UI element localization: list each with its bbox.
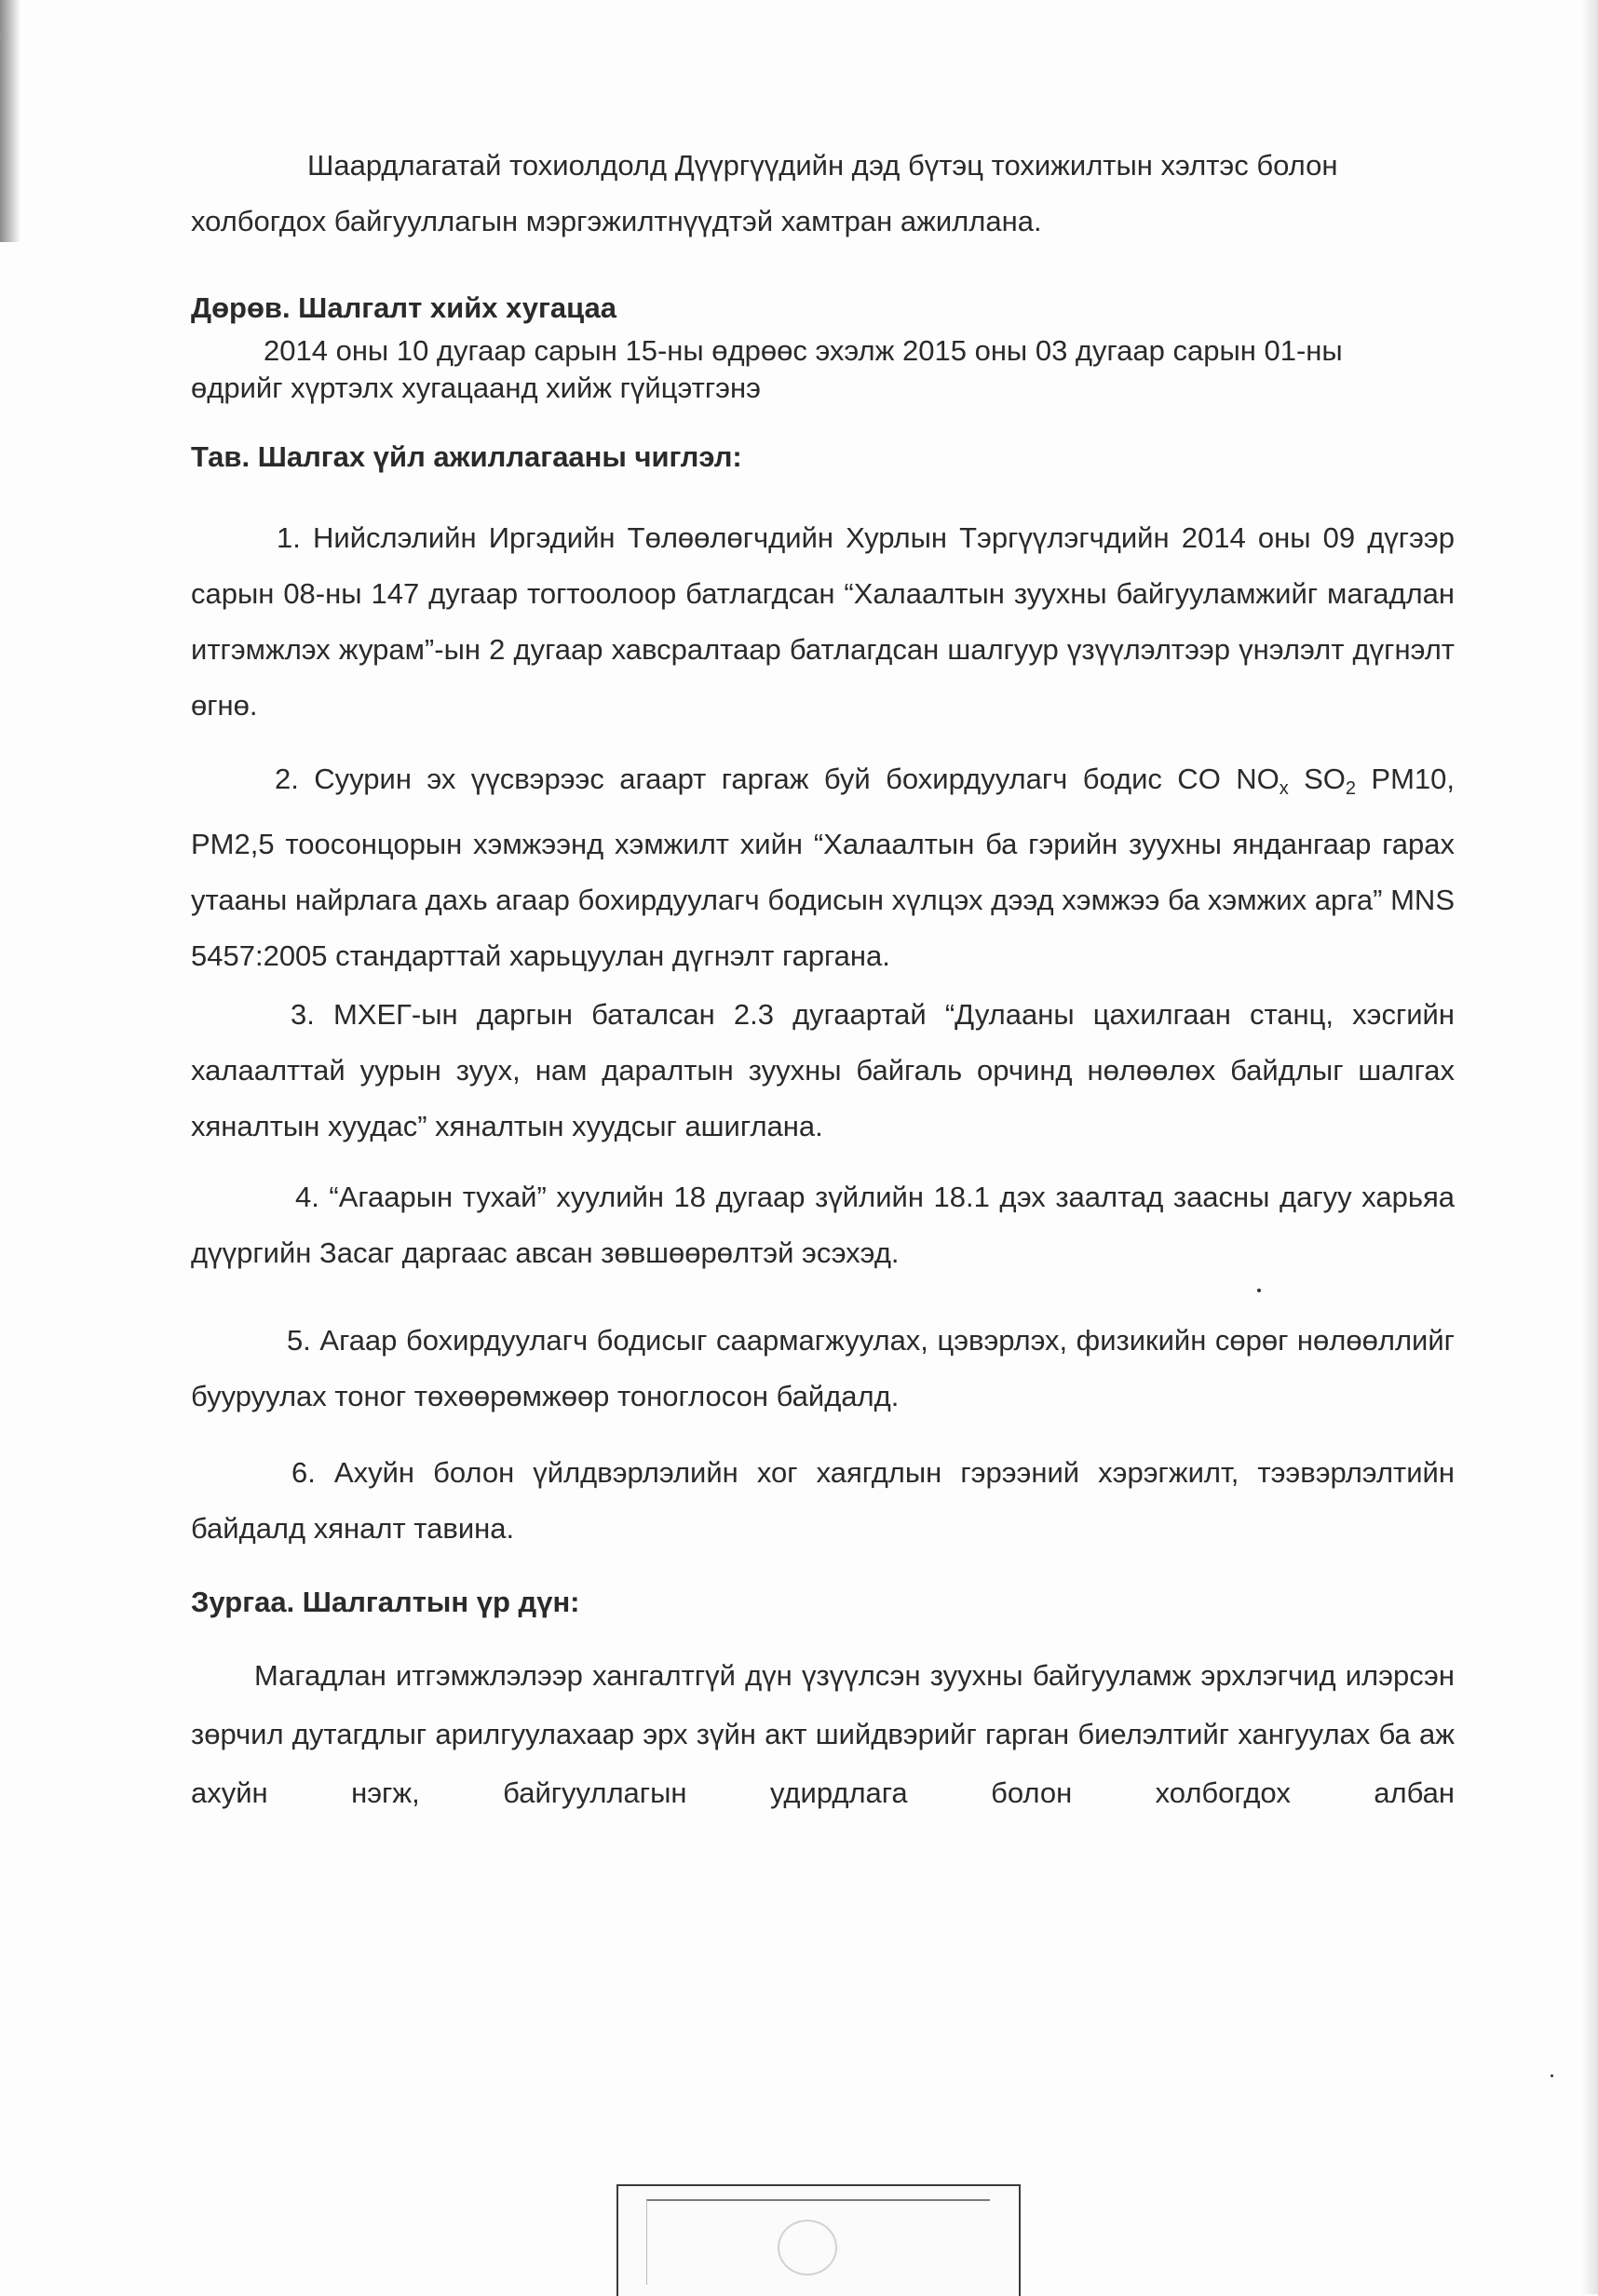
- nox-subscript: x: [1279, 778, 1289, 799]
- list-item-6-text: Ахуйн болон үйлдвэрлэлийн хог хаягдлын гэрээний хэрэгжилт, тээвэрлэлтийн байдалд хяналт тавина.: [191, 1456, 1455, 1545]
- scan-shadow-right: [1581, 0, 1598, 2294]
- list-item-4-number: 4.: [295, 1181, 319, 1213]
- list-item-1: [191, 510, 1455, 734]
- list-item-1-number: 1.: [277, 521, 301, 554]
- list-item-1-text: Нийслэлийн Иргэдийн Төлөөлөгчдийн Хурлын Тэргүүлэгчдийн 2014 оны 09 дүгээр сарын 08-ны 147 дугаар тогтоолоор батлагдсан “Халаалтын зуухны байгууламжийг магадлан итгэмжлэх журам”-ын 2 дугаар хавсралтаар батлагдсан шалгуур үзүүлэлтээр үнэлэлт дүгнэлт өгнө.: [191, 521, 1455, 722]
- list-item-3-text: МХЕГ-ын даргын баталсан 2.3 дугаартай “Дулааны цахилгаан станц, хэсгийн халаалттай уурын зуух, нам даралтын зуухны байгаль орчинд нөлөөлөх байдлыг шалгах хяналтын хуудас” хяналтын хуудсыг ашиглана.: [191, 998, 1455, 1142]
- list-item-3-number: 3.: [291, 998, 315, 1031]
- section-4-body: [191, 332, 1455, 407]
- list-item-2-text-a: Суурин эх үүсвэрээс агаарт гаргаж буй бохирдуулагч бодис CO NO: [314, 763, 1280, 795]
- footer-artifact-mark: [778, 2220, 837, 2276]
- scan-shadow-left: [0, 0, 20, 242]
- list-item-2: [191, 751, 1455, 984]
- scan-speck-right: [1551, 2074, 1553, 2077]
- scan-speck: [1257, 1289, 1261, 1292]
- list-item-4-text: “Агаарын тухай” хуулийн 18 дугаар зүйлийн 18.1 дэх заалтад заасны дагуу харьяа дүүргийн Засаг даргаас авсан зөвшөөрөлтэй эсэхэд.: [191, 1181, 1455, 1269]
- footer-artifact-inner: [646, 2199, 990, 2285]
- list-item-3: [191, 987, 1455, 1155]
- list-item-4: [191, 1169, 1455, 1281]
- section-6-heading: Зургаа. Шалгалтын үр дүн:: [191, 1586, 580, 1618]
- so2-subscript: 2: [1345, 778, 1357, 799]
- list-item-2-number: 2.: [275, 763, 299, 795]
- intro-line-1: Шаардлагатай тохиолдолд Дүүргүүдийн дэд бүтэц тохижилтын хэлтэс болон: [307, 149, 1338, 182]
- list-item-5-text: Агаар бохирдуулагч бодисыг саармагжуулах, цэвэрлэх, физикийн сөрөг нөлөөллийг бууруулах тоног төхөөрөмжөөр тоноглосон байдалд.: [191, 1324, 1455, 1412]
- list-item-6-number: 6.: [291, 1456, 316, 1489]
- intro-paragraph: [191, 138, 1455, 250]
- section-4-heading: Дөрөв. Шалгалт хийх хугацаа: [191, 291, 617, 324]
- section-4-line-1: 2014 оны 10 дугаар сарын 15-ны өдрөөс эхэлж 2015 оны 03 дугаар сарын 01-ны: [264, 334, 1343, 367]
- list-item-2-text-b: SO: [1288, 763, 1346, 795]
- section-6-body: [191, 1646, 1455, 1822]
- section-4-line-2: өдрийг хүртэлх хугацаанд хийж гүйцэтгэнэ: [191, 371, 761, 404]
- list-item-5-number: 5.: [287, 1324, 311, 1357]
- intro-line-2: холбогдох байгууллагын мэргэжилтнүүдтэй хамтран ажиллана.: [191, 205, 1042, 237]
- section-5-heading: Тав. Шалгах үйл ажиллагааны чиглэл:: [191, 440, 742, 473]
- list-item-2-text-c: PM10, PM2,5 тоосонцорын хэмжээнд хэмжилт хийн “Халаалтын ба гэрийн зуухны яндангаар гарах утааны найрлага дахь агаар бохирдуулагч бодисын хүлцэх дээд хэмжээ ба хэмжих арга” MNS 5457:2005 стандарттай харьцуулан дүгнэлт гаргана.: [191, 763, 1455, 972]
- list-item-6: [191, 1445, 1455, 1557]
- section-6-text: Магадлан итгэмжлэлээр хангалтгүй дүн үзүүлсэн зуухны байгууламж эрхлэгчид илэрсэн зөрчил дутагдлыг арилгуулахаар эрх зүйн акт шийдвэрийг гарган биелэлтийг хангуулах ба аж ахуйн нэгж, байгууллагын удирдлага болон холбогдох албан: [191, 1659, 1455, 1809]
- list-item-5: [191, 1313, 1455, 1425]
- footer-scan-artifact: [616, 2184, 1021, 2296]
